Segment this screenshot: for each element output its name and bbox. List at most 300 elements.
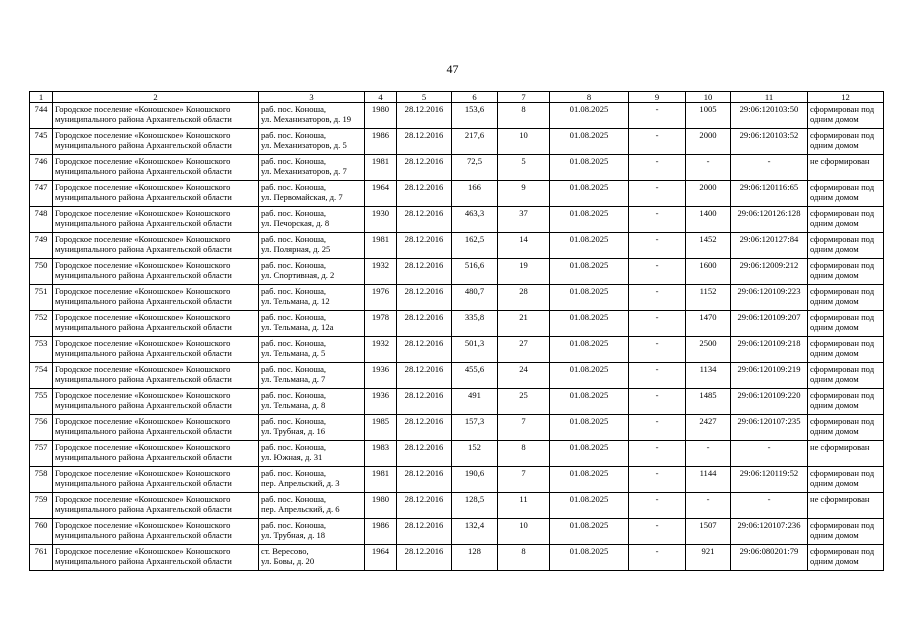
- land-status-cell: [808, 181, 884, 207]
- page-number: 47: [446, 62, 459, 76]
- column-header: 12: [808, 92, 884, 103]
- year-cell-text: 1964: [371, 182, 390, 192]
- area-cell-text: 190,6: [464, 468, 485, 478]
- address-cell-text: раб. пос. Коноша,: [261, 104, 327, 114]
- municipality-cell-text: муниципального района Архангельской области: [55, 322, 232, 332]
- apartments-cell: [498, 181, 550, 207]
- area-cell-text: 157,3: [464, 416, 485, 426]
- year-cell: [365, 545, 397, 571]
- row-number-cell-text: 756: [34, 416, 48, 426]
- column-9-cell-text: -: [655, 208, 659, 218]
- cadastral-number-cell: [731, 233, 808, 259]
- column-9-cell-text: -: [655, 234, 659, 244]
- column-9-cell-text: -: [655, 390, 659, 400]
- year-cell-text: 1981: [371, 156, 390, 166]
- apartments-cell: [498, 519, 550, 545]
- row-number-cell-text: 750: [34, 260, 48, 270]
- land-status-cell: [808, 363, 884, 389]
- cadastral-number-cell-text: 29:06:120116:65: [739, 182, 799, 192]
- date-cell: [397, 389, 452, 415]
- cadastral-number-cell-text: 29:06:120109:218: [737, 338, 801, 348]
- column-9-cell-text: -: [655, 260, 659, 270]
- area-cell-text: 217,6: [464, 130, 485, 140]
- column-9-cell-text: -: [655, 130, 659, 140]
- municipality-cell-text: Городское поселение «Коношское» Коношского: [55, 442, 231, 452]
- address-cell: [259, 311, 365, 337]
- year-cell: [365, 337, 397, 363]
- table-row: [30, 519, 884, 545]
- cadastral-number-cell: [731, 415, 808, 441]
- date-cell: [397, 363, 452, 389]
- address-cell-text: раб. пос. Коноша,: [261, 364, 327, 374]
- deadline-cell-text: 01.08.2025: [569, 104, 609, 114]
- municipality-cell: [53, 207, 259, 233]
- column-header: 11: [731, 92, 808, 103]
- year-cell-text: 1930: [371, 208, 390, 218]
- column-header: 9: [629, 92, 686, 103]
- land-area-cell-text: 1152: [699, 286, 717, 296]
- row-number-cell: [30, 519, 53, 545]
- date-cell: [397, 311, 452, 337]
- area-cell-text: 128,5: [464, 494, 485, 504]
- land-area-cell: [686, 233, 731, 259]
- year-cell-text: 1932: [371, 338, 390, 348]
- deadline-cell: [550, 363, 629, 389]
- row-number-cell-text: 759: [34, 494, 48, 504]
- table-row: [30, 337, 884, 363]
- apartments-cell-text: 25: [519, 390, 528, 400]
- row-number-cell: [30, 207, 53, 233]
- column-header: 8: [550, 92, 629, 103]
- column-9-cell: [629, 103, 686, 129]
- row-number-cell: [30, 441, 53, 467]
- column-9-cell-text: -: [655, 416, 659, 426]
- land-status-cell: [808, 285, 884, 311]
- address-cell-text: ул. Механизаторов, д. 19: [261, 114, 352, 124]
- date-cell-text: 28.12.2016: [404, 546, 444, 556]
- row-number-cell: [30, 337, 53, 363]
- table-row: [30, 493, 884, 519]
- municipality-cell: [53, 103, 259, 129]
- address-cell-text: ул. Тельмана, д. 12а: [261, 322, 334, 332]
- year-cell-text: 1936: [371, 364, 390, 374]
- apartments-cell: [498, 545, 550, 571]
- row-number-cell-text: 745: [34, 130, 48, 140]
- apartments-cell: [498, 493, 550, 519]
- table-row: [30, 545, 884, 571]
- municipality-cell-text: Городское поселение «Коношское» Коношского: [55, 130, 231, 140]
- date-cell: [397, 519, 452, 545]
- column-header: 2: [53, 92, 259, 103]
- deadline-cell: [550, 519, 629, 545]
- row-number-cell-text: 748: [34, 208, 48, 218]
- land-area-cell-text: 1485: [699, 390, 717, 400]
- row-number-cell: [30, 545, 53, 571]
- land-status-cell: [808, 129, 884, 155]
- deadline-cell-text: 01.08.2025: [569, 494, 609, 504]
- column-9-cell: [629, 363, 686, 389]
- deadline-cell-text: 01.08.2025: [569, 312, 609, 322]
- land-status-cell-text: сформирован под: [810, 338, 875, 348]
- land-status-cell-text: одним домом: [810, 374, 859, 384]
- row-number-cell: [30, 103, 53, 129]
- municipality-cell-text: Городское поселение «Коношское» Коношского: [55, 156, 231, 166]
- land-status-cell-text: одним домом: [810, 244, 859, 254]
- municipality-cell-text: муниципального района Архангельской области: [55, 426, 232, 436]
- table-body: [30, 92, 884, 571]
- area-cell: [452, 285, 498, 311]
- deadline-cell-text: 01.08.2025: [569, 286, 609, 296]
- date-cell-text: 28.12.2016: [404, 182, 444, 192]
- land-area-cell: [686, 389, 731, 415]
- land-area-cell-text: 2500: [699, 338, 717, 348]
- address-cell: [259, 103, 365, 129]
- deadline-cell-text: 01.08.2025: [569, 156, 609, 166]
- address-cell-text: раб. пос. Коноша,: [261, 468, 327, 478]
- apartments-cell: [498, 441, 550, 467]
- area-cell-text: 128: [468, 546, 481, 556]
- row-number-cell: [30, 233, 53, 259]
- municipality-cell-text: муниципального района Архангельской области: [55, 218, 232, 228]
- land-status-cell-text: сформирован под: [810, 390, 875, 400]
- municipality-cell-text: Городское поселение «Коношское» Коношского: [55, 286, 231, 296]
- address-cell-text: раб. пос. Коноша,: [261, 520, 327, 530]
- address-cell-text: ст. Вересово,: [261, 546, 309, 556]
- land-status-cell-text: одним домом: [810, 322, 859, 332]
- address-cell-text: раб. пос. Коноша,: [261, 494, 327, 504]
- land-status-cell-text: сформирован под: [810, 234, 875, 244]
- cadastral-number-cell-text: 29:06:120107:236: [737, 520, 801, 530]
- municipality-cell-text: муниципального района Архангельской области: [55, 114, 232, 124]
- row-number-cell-text: 757: [34, 442, 48, 452]
- land-status-cell-text: сформирован под: [810, 104, 875, 114]
- land-area-cell-text: 2000: [699, 182, 717, 192]
- address-cell-text: раб. пос. Коноша,: [261, 338, 327, 348]
- land-area-cell-text: 1400: [699, 208, 717, 218]
- land-area-cell-text: 1452: [699, 234, 717, 244]
- apartments-cell-text: 11: [519, 494, 528, 504]
- deadline-cell: [550, 337, 629, 363]
- area-cell-text: 335,8: [464, 312, 485, 322]
- row-number-cell: [30, 129, 53, 155]
- land-area-cell: [686, 259, 731, 285]
- date-cell-text: 28.12.2016: [404, 494, 444, 504]
- address-cell: [259, 545, 365, 571]
- address-cell-text: раб. пос. Коноша,: [261, 416, 327, 426]
- table-row: [30, 415, 884, 441]
- municipality-cell-text: муниципального района Архангельской области: [55, 166, 232, 176]
- address-cell-text: раб. пос. Коноша,: [261, 390, 327, 400]
- date-cell-text: 28.12.2016: [404, 234, 444, 244]
- cadastral-number-cell-text: -: [767, 442, 771, 452]
- year-cell: [365, 441, 397, 467]
- address-cell-text: ул. Тельмана, д. 7: [261, 374, 326, 384]
- year-cell: [365, 493, 397, 519]
- area-cell: [452, 441, 498, 467]
- cadastral-number-cell: [731, 389, 808, 415]
- municipality-cell-text: Городское поселение «Коношское» Коношского: [55, 338, 231, 348]
- year-cell: [365, 181, 397, 207]
- municipality-cell-text: муниципального района Архангельской области: [55, 530, 232, 540]
- deadline-cell-text: 01.08.2025: [569, 468, 609, 478]
- area-cell-text: 516,6: [464, 260, 485, 270]
- row-number-cell: [30, 389, 53, 415]
- municipality-cell-text: Городское поселение «Коношское» Коношского: [55, 416, 231, 426]
- land-area-cell: [686, 519, 731, 545]
- land-status-cell-text: сформирован под: [810, 208, 875, 218]
- land-area-cell: [686, 467, 731, 493]
- address-cell-text: ул. Южная, д. 31: [261, 452, 323, 462]
- date-cell: [397, 285, 452, 311]
- date-cell: [397, 103, 452, 129]
- cadastral-number-cell-text: 29:06:120109:207: [737, 312, 801, 322]
- municipality-cell-text: муниципального района Архангельской области: [55, 452, 232, 462]
- area-cell: [452, 181, 498, 207]
- deadline-cell: [550, 415, 629, 441]
- date-cell-text: 28.12.2016: [404, 156, 444, 166]
- date-cell: [397, 207, 452, 233]
- year-cell-text: 1980: [371, 104, 390, 114]
- column-header: 7: [498, 92, 550, 103]
- land-status-cell-text: сформирован под: [810, 546, 875, 556]
- apartments-cell-text: 24: [519, 364, 528, 374]
- land-status-cell: [808, 467, 884, 493]
- apartments-cell: [498, 415, 550, 441]
- year-cell: [365, 155, 397, 181]
- land-status-cell-text: одним домом: [810, 400, 859, 410]
- table-row: [30, 441, 884, 467]
- address-cell-text: ул. Механизаторов, д. 7: [261, 166, 347, 176]
- municipality-cell-text: Городское поселение «Коношское» Коношского: [55, 546, 231, 556]
- land-area-cell-text: -: [706, 442, 710, 452]
- municipality-cell-text: Городское поселение «Коношское» Коношского: [55, 364, 231, 374]
- land-status-cell-text: сформирован под: [810, 130, 875, 140]
- municipality-cell-text: Городское поселение «Коношское» Коношского: [55, 208, 231, 218]
- cadastral-number-cell-text: 29:06:120109:219: [737, 364, 801, 374]
- municipality-cell-text: муниципального района Архангельской области: [55, 296, 232, 306]
- table-row: [30, 311, 884, 337]
- land-status-cell-text: сформирован под: [810, 182, 875, 192]
- apartments-cell-text: 8: [521, 546, 526, 556]
- cadastral-number-cell: [731, 103, 808, 129]
- area-cell: [452, 467, 498, 493]
- column-9-cell-text: -: [655, 468, 659, 478]
- year-cell: [365, 103, 397, 129]
- municipality-cell: [53, 441, 259, 467]
- apartments-cell: [498, 389, 550, 415]
- date-cell-text: 28.12.2016: [404, 468, 444, 478]
- cadastral-number-cell: [731, 129, 808, 155]
- address-cell-text: ул. Первомайская, д. 7: [261, 192, 343, 202]
- table-row: [30, 155, 884, 181]
- land-status-cell-text: одним домом: [810, 296, 859, 306]
- date-cell: [397, 129, 452, 155]
- address-cell: [259, 467, 365, 493]
- year-cell: [365, 415, 397, 441]
- municipality-cell: [53, 415, 259, 441]
- area-cell: [452, 207, 498, 233]
- apartments-cell-text: 9: [521, 182, 526, 192]
- land-area-cell: [686, 415, 731, 441]
- land-area-cell: [686, 493, 731, 519]
- address-cell-text: ул. Полярная, д. 25: [261, 244, 331, 254]
- date-cell-text: 28.12.2016: [404, 260, 444, 270]
- row-number-cell: [30, 363, 53, 389]
- column-header: 4: [365, 92, 397, 103]
- land-status-cell: [808, 207, 884, 233]
- date-cell: [397, 337, 452, 363]
- land-area-cell: [686, 545, 731, 571]
- land-area-cell-text: 2427: [699, 416, 717, 426]
- address-cell-text: раб. пос. Коноша,: [261, 312, 327, 322]
- apartments-cell: [498, 467, 550, 493]
- column-9-cell: [629, 545, 686, 571]
- date-cell: [397, 259, 452, 285]
- address-cell-text: пер. Апрельский, д. 6: [261, 504, 340, 514]
- table-row: [30, 259, 884, 285]
- land-area-cell-text: -: [706, 494, 710, 504]
- apartments-cell-text: 19: [519, 260, 528, 270]
- column-9-cell: [629, 337, 686, 363]
- column-9-cell: [629, 493, 686, 519]
- land-area-cell: [686, 207, 731, 233]
- land-status-cell-text: сформирован под: [810, 468, 875, 478]
- year-cell: [365, 467, 397, 493]
- cadastral-number-cell-text: 29:06:120127:84: [739, 234, 799, 244]
- land-status-cell: [808, 389, 884, 415]
- municipality-cell: [53, 389, 259, 415]
- deadline-cell: [550, 155, 629, 181]
- deadline-cell: [550, 545, 629, 571]
- land-area-cell-text: 1005: [699, 104, 717, 114]
- land-area-cell-text: 2000: [699, 130, 717, 140]
- cadastral-number-cell-text: 29:06:120126:128: [737, 208, 801, 218]
- land-area-cell: [686, 285, 731, 311]
- municipality-cell: [53, 155, 259, 181]
- land-area-cell: [686, 363, 731, 389]
- municipality-cell-text: Городское поселение «Коношское» Коношского: [55, 390, 231, 400]
- apartments-cell: [498, 233, 550, 259]
- date-cell-text: 28.12.2016: [404, 442, 444, 452]
- column-9-cell-text: -: [655, 312, 659, 322]
- row-number-cell-text: 758: [34, 468, 48, 478]
- row-number-cell-text: 754: [34, 364, 48, 374]
- row-number-cell: [30, 467, 53, 493]
- row-number-cell: [30, 311, 53, 337]
- table-row: [30, 207, 884, 233]
- land-status-cell-text: одним домом: [810, 530, 859, 540]
- year-cell: [365, 363, 397, 389]
- year-cell-text: 1936: [371, 390, 390, 400]
- deadline-cell-text: 01.08.2025: [569, 546, 609, 556]
- area-cell-text: 455,6: [464, 364, 485, 374]
- address-cell-text: раб. пос. Коноша,: [261, 234, 327, 244]
- land-status-cell-text: одним домом: [810, 140, 859, 150]
- address-cell: [259, 285, 365, 311]
- area-cell: [452, 259, 498, 285]
- apartments-cell: [498, 129, 550, 155]
- year-cell-text: 1964: [371, 546, 390, 556]
- land-status-cell-text: одним домом: [810, 426, 859, 436]
- cadastral-number-cell: [731, 181, 808, 207]
- cadastral-number-cell-text: 29:06:120109:220: [737, 390, 801, 400]
- deadline-cell: [550, 389, 629, 415]
- apartments-cell-text: 10: [519, 130, 528, 140]
- apartments-cell-text: 10: [519, 520, 528, 530]
- year-cell-text: 1980: [371, 494, 390, 504]
- year-cell-text: 1976: [371, 286, 390, 296]
- land-status-cell-text: одним домом: [810, 192, 859, 202]
- land-area-cell-text: 1134: [699, 364, 717, 374]
- table-row: [30, 467, 884, 493]
- municipality-cell: [53, 181, 259, 207]
- land-area-cell-text: 1507: [699, 520, 717, 530]
- address-cell: [259, 441, 365, 467]
- date-cell-text: 28.12.2016: [404, 286, 444, 296]
- address-cell-text: раб. пос. Коноша,: [261, 156, 327, 166]
- land-status-cell-text: сформирован под: [810, 416, 875, 426]
- apartments-cell-text: 7: [521, 468, 526, 478]
- deadline-cell: [550, 207, 629, 233]
- cadastral-number-cell-text: -: [767, 156, 771, 166]
- address-cell-text: ул. Спортивная, д. 2: [261, 270, 335, 280]
- deadline-cell-text: 01.08.2025: [569, 182, 609, 192]
- apartments-cell: [498, 285, 550, 311]
- column-header: 6: [452, 92, 498, 103]
- municipality-cell: [53, 311, 259, 337]
- cadastral-number-cell: [731, 467, 808, 493]
- table-row: [30, 181, 884, 207]
- cadastral-number-cell: [731, 285, 808, 311]
- cadastral-number-cell: [731, 155, 808, 181]
- cadastral-number-cell: [731, 259, 808, 285]
- area-cell-text: 162,5: [464, 234, 485, 244]
- row-number-cell-text: 760: [34, 520, 48, 530]
- municipality-cell: [53, 285, 259, 311]
- deadline-cell: [550, 311, 629, 337]
- cadastral-number-cell-text: -: [767, 494, 771, 504]
- column-header: 10: [686, 92, 731, 103]
- land-area-cell-text: -: [706, 156, 710, 166]
- cadastral-number-cell-text: 29:06:120107:235: [737, 416, 801, 426]
- area-cell: [452, 519, 498, 545]
- address-cell-text: раб. пос. Коноша,: [261, 182, 327, 192]
- table-row: [30, 233, 884, 259]
- municipality-cell: [53, 129, 259, 155]
- date-cell-text: 28.12.2016: [404, 416, 444, 426]
- area-cell-text: 491: [468, 390, 481, 400]
- year-cell-text: 1985: [371, 416, 390, 426]
- municipality-cell: [53, 337, 259, 363]
- area-cell: [452, 155, 498, 181]
- municipality-cell-text: Городское поселение «Коношское» Коношского: [55, 520, 231, 530]
- area-cell: [452, 493, 498, 519]
- column-9-cell: [629, 207, 686, 233]
- municipality-cell-text: муниципального района Архангельской области: [55, 478, 232, 488]
- address-cell-text: ул. Трубная, д. 16: [261, 426, 326, 436]
- municipality-cell: [53, 259, 259, 285]
- row-number-cell-text: 746: [34, 156, 48, 166]
- cadastral-number-cell-text: 29:06:080201:79: [739, 546, 799, 556]
- address-cell: [259, 259, 365, 285]
- land-status-cell: [808, 493, 884, 519]
- date-cell-text: 28.12.2016: [404, 364, 444, 374]
- land-status-cell-text: сформирован под: [810, 286, 875, 296]
- row-number-cell-text: 749: [34, 234, 48, 244]
- apartments-cell-text: 7: [521, 416, 526, 426]
- deadline-cell-text: 01.08.2025: [569, 364, 609, 374]
- land-area-cell-text: 1470: [699, 312, 717, 322]
